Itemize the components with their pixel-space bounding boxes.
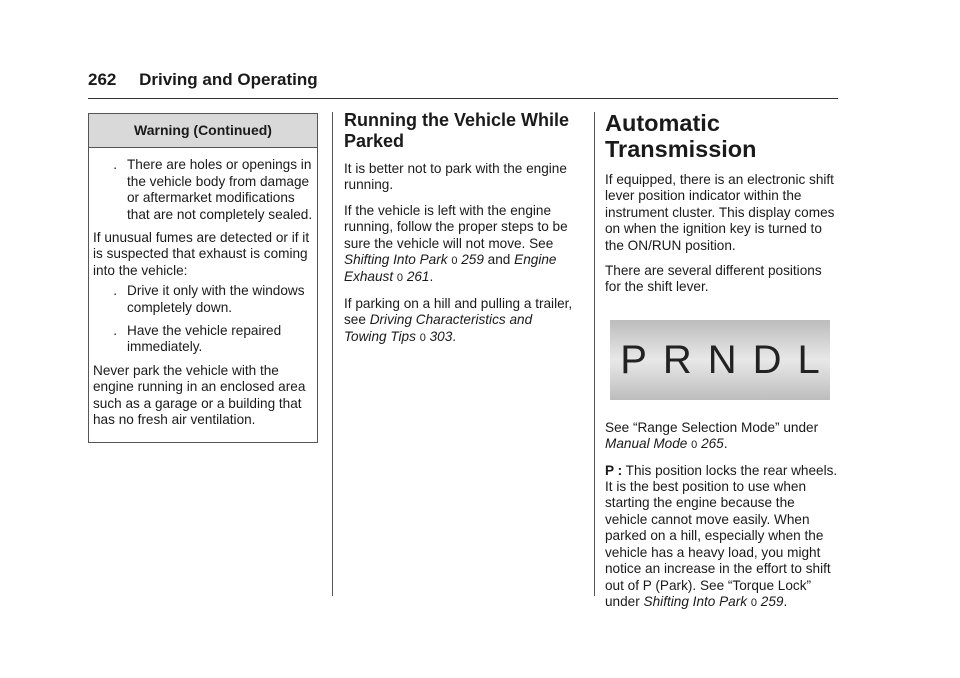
page-reference[interactable]: 303 [429,328,453,344]
warning-title: Warning (Continued) [89,114,317,148]
warning-body [89,148,317,441]
warning-paragraph: Never park the vehicle with the engine running in an enclosed area such as a garage or a building that has no fresh air ventilation. [93,362,306,428]
body-paragraph: If equipped, there is an electronic shift lever position indicator within the instrument cluster. This display comes on when the ignition key is turned to the ON/RUN position. [605,172,835,253]
prndl-indicator-image [610,320,830,400]
cross-reference-link[interactable]: Manual Mode [605,436,688,452]
middle-column [344,110,576,355]
gear-label: P : [605,462,623,478]
bullet-icon: . [113,157,117,173]
column-divider [332,112,333,596]
body-text: . [452,328,457,344]
body-text: If parking on a hill and pulling a trailer, see [344,295,573,328]
cross-reference-link[interactable]: Engine Exhaust [344,252,557,285]
bullet-icon: . [113,323,117,339]
page-reference[interactable]: 265 [701,436,724,452]
cross-reference-link[interactable]: Shifting Into Park [344,252,448,268]
section-heading: Running the Vehicle While Parked [344,110,570,151]
body-paragraph [605,463,840,612]
page-ref-arrow-icon: 0 [396,272,404,285]
bullet-text: Have the vehicle repaired immediately. [127,323,282,355]
column-divider [594,112,595,596]
header-rule [88,98,838,99]
right-column [605,110,840,620]
warning-box [88,113,318,443]
page-reference[interactable]: 261 [406,269,430,285]
body-paragraph [344,296,576,346]
body-text: This position locks the rear wheels. It is the best position to use when starting the engine because the vehicle cannot move easily. When parked on a hill, especially when the vehicle has a heavy load, you might notice an increase in the effort to shift out of P (Park). See “Torque Lock” under [605,462,838,609]
body-paragraph [344,203,576,287]
body-text: If the vehicle is left with the engine running, follow the proper steps to be sure the vehicle will not move. See [344,202,568,251]
list-item [93,323,313,356]
body-text: . [723,436,728,452]
body-text: . [429,269,434,285]
body-text: . [783,593,788,609]
page-ref-arrow-icon: 0 [451,255,458,268]
page-ref-arrow-icon: 0 [750,596,757,609]
page-header [88,70,318,90]
gear-letter: D [752,337,782,382]
section-title: Driving and Operating [139,70,318,89]
page-number: 262 [88,70,117,89]
list-item [93,157,313,223]
list-item [93,283,313,316]
warning-paragraph: If unusual fumes are detected or if it is suspected that exhaust is coming into the vehicle: [93,230,310,278]
body-paragraph: There are several different positions for the shift lever. [605,263,822,295]
bullet-text: There are holes or openings in the vehicle body from damage or aftermarket modifications that are not completely sealed. [127,157,313,222]
page-reference[interactable]: 259 [461,252,484,268]
body-text: See “Range Selection Mode” under [605,419,819,435]
cross-reference-link[interactable]: Shifting Into Park [643,593,748,609]
cross-reference-link[interactable]: Driving Characteristics and Towing Tips [344,312,533,344]
page-ref-arrow-icon: 0 [691,439,698,452]
gear-letter: N [707,337,737,382]
page-reference[interactable]: 259 [760,593,784,609]
body-text: and [483,252,515,268]
bullet-icon: . [113,283,117,299]
page-ref-arrow-icon: 0 [419,331,426,344]
section-heading: Automatic Transmission [605,110,757,162]
gear-letter: R [662,337,692,382]
bullet-text: Drive it only with the windows completely down. [127,283,305,315]
gear-letter: P [620,337,647,382]
gear-letter: L [797,337,820,382]
body-paragraph: It is better not to park with the engine running. [344,161,567,193]
left-column [88,113,318,443]
body-paragraph [605,420,840,454]
